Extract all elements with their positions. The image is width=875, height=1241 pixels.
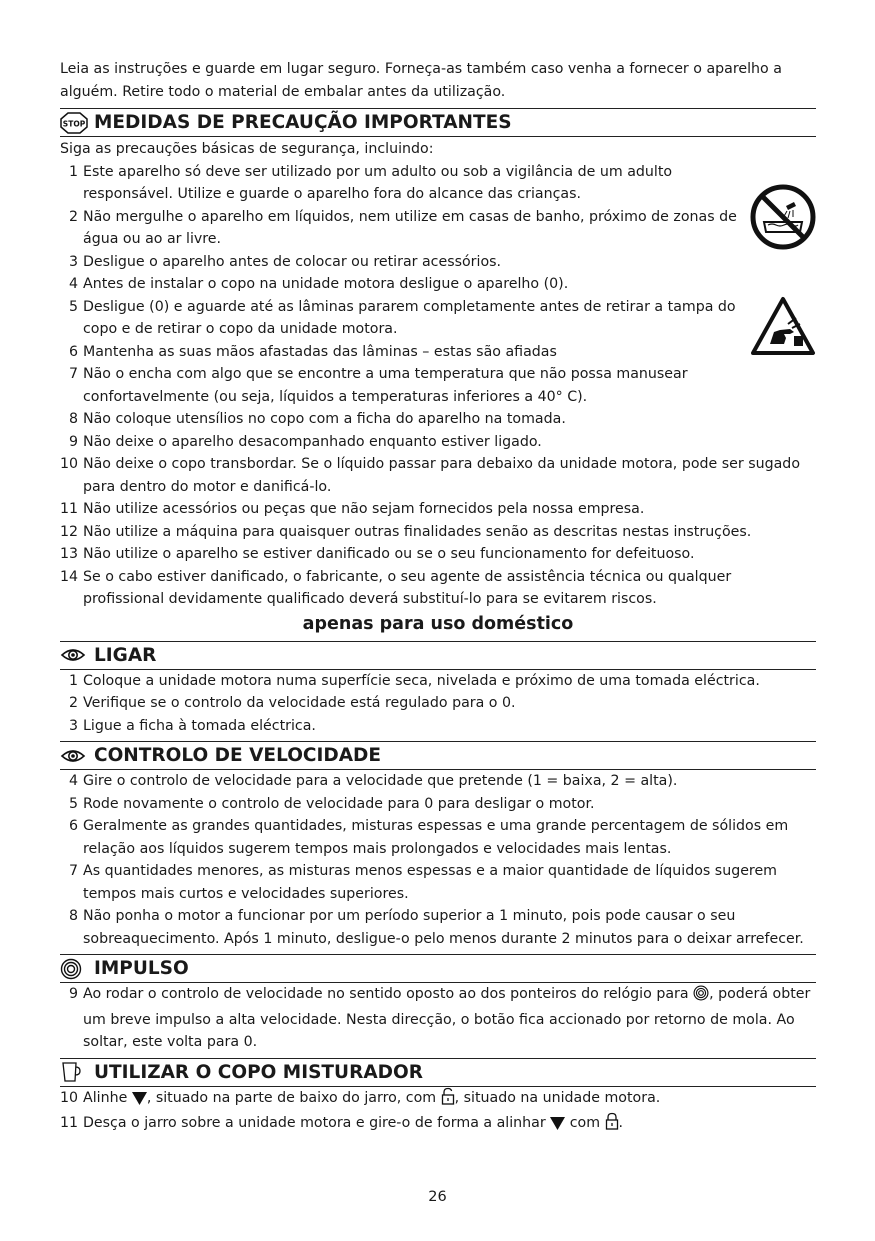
precautions-list — [60, 161, 816, 611]
item-number: 13 — [60, 546, 79, 562]
triangle-down-icon — [132, 1090, 147, 1113]
eye-icon — [60, 643, 90, 667]
item-text: Antes de instalar o copo na unidade motora desligue o aparelho (0). — [83, 276, 569, 292]
list-item — [60, 273, 816, 296]
item-text: Mantenha as suas mãos afastadas das lâminas – estas são afiadas — [83, 343, 557, 360]
item-number: 5 — [68, 795, 78, 812]
item-text: Verifique se o controlo da velocidade está regulado para o 0. — [83, 695, 516, 711]
item-text: Ligue a ficha à tomada eléctrica. — [83, 717, 316, 734]
pulse-text-a: Ao rodar o controlo de velocidade no sentido oposto ao dos ponteiros do relógio para — [83, 986, 694, 1002]
intro-text: Leia as instruções e guarde em lugar seguro. Forneça-as também caso venha a fornecer o aparelho a alguém. Retire todo o material de embalar antes da utilização. — [60, 61, 782, 100]
manual-page — [60, 58, 816, 1138]
item-number: 8 — [68, 411, 78, 427]
item-number: 10 — [60, 456, 79, 472]
item-number: 11 — [60, 501, 79, 517]
list-item — [60, 793, 816, 816]
list-item — [60, 206, 816, 251]
item-number: 7 — [68, 366, 78, 382]
list-item — [60, 431, 816, 454]
jug-list — [60, 1087, 816, 1138]
item-text: As quantidades menores, as misturas menos espessas e a maior quantidade de líquidos sugerem tempos mais curtos e velocidades superiores. — [83, 863, 777, 902]
domestic-use-note: apenas para uso doméstico — [302, 613, 574, 634]
item-number: 8 — [68, 908, 78, 924]
jug-heading — [60, 1058, 816, 1087]
unlock-icon — [441, 1087, 455, 1113]
list-item — [60, 453, 816, 498]
list-item — [60, 498, 816, 521]
jug-text-e: com — [565, 1115, 605, 1131]
item-text — [83, 1112, 816, 1138]
item-text: Gire o controlo de velocidade para a velocidade que pretende (1 = baixa, 2 = alta). — [83, 773, 678, 789]
item-number: 1 — [68, 163, 78, 180]
list-item — [60, 341, 816, 364]
item-text: Se o cabo estiver danificado, o fabricante, o seu agente de assistência técnica ou qualquer profissional devidamente qualificado deverá substituí-lo para se evitarem riscos. — [83, 568, 732, 607]
page-number: 26 — [428, 1189, 447, 1205]
jug-text-a: Alinhe — [83, 1089, 132, 1106]
item-text: Desligue o aparelho antes de colocar ou retirar acessórios. — [83, 253, 502, 270]
item-number: 6 — [68, 343, 78, 360]
item-number: 4 — [68, 773, 78, 789]
speed-title: CONTROLO DE VELOCIDADE — [94, 745, 382, 766]
item-number: 5 — [68, 298, 78, 315]
hand-blade-warning-icon — [750, 296, 816, 360]
item-number: 14 — [60, 568, 79, 585]
pulse-text-b: , poderá obter um breve impulso a alta velocidade. Nesta direcção, o botão fica accionado por retorno de mola. Ao soltar, este volta para 0. — [83, 986, 811, 1050]
item-number: 3 — [68, 717, 78, 734]
item-text: Não utilize a máquina para quaisquer outras finalidades senão as descritas nestas instruções. — [83, 523, 752, 540]
no-water-icon — [750, 184, 816, 254]
list-item — [60, 363, 816, 408]
ligar-title: LIGAR — [94, 644, 157, 666]
jug-title: UTILIZAR O COPO MISTURADOR — [94, 1061, 423, 1083]
item-number: 3 — [68, 253, 78, 270]
list-item — [60, 408, 816, 431]
jug-text-f: . — [618, 1115, 624, 1131]
list-item — [60, 815, 816, 860]
item-text: Não utilize acessórios ou peças que não sejam fornecidos pela nossa empresa. — [83, 501, 645, 517]
item-number: 9 — [68, 986, 78, 1002]
item-number: 1 — [68, 672, 78, 689]
item-text: Geralmente as grandes quantidades, misturas espessas e uma grande percentagem de sólidos em relação aos líquidos sugerem tempos mais prolongados e velocidades mais lentas. — [83, 818, 789, 857]
item-text: Rode novamente o controlo de velocidade para 0 para desligar o motor. — [83, 795, 595, 812]
jug-text-c: , situado na unidade motora. — [454, 1089, 661, 1106]
item-text: Este aparelho só deve ser utilizado por um adulto ou sob a vigilância de um adulto responsável. Utilize e guarde o aparelho fora do alcance das crianças. — [83, 163, 673, 202]
item-text — [83, 983, 816, 1054]
list-item — [60, 692, 816, 715]
item-text: Não utilize o aparelho se estiver danificado ou se o seu funcionamento for defeituoso. — [83, 546, 695, 562]
list-item — [60, 566, 816, 611]
item-number: 2 — [68, 208, 78, 225]
item-number: 10 — [60, 1089, 79, 1106]
item-text: Não deixe o copo transbordar. Se o líquido passar para debaixo da unidade motora, pode ser sugado para dentro do motor e danificá-lo. — [83, 456, 800, 495]
list-item — [60, 905, 816, 950]
stop-icon-label: STOP — [62, 119, 86, 128]
lock-icon — [605, 1112, 619, 1138]
list-item — [60, 770, 816, 793]
item-number: 12 — [60, 523, 79, 540]
pulse-title: IMPULSO — [94, 958, 189, 979]
precautions-lead: Siga as precauções básicas de segurança, incluindo: — [60, 141, 434, 157]
ligar-heading — [60, 641, 816, 670]
list-item — [60, 251, 816, 274]
pulse-icon — [693, 985, 709, 1009]
stop-icon — [60, 111, 90, 135]
eye-icon — [60, 744, 90, 768]
pulse-heading — [60, 954, 816, 983]
ligar-list — [60, 670, 816, 738]
list-item — [60, 161, 816, 206]
precautions-heading — [60, 108, 816, 137]
pulse-list — [60, 983, 816, 1054]
item-number: 4 — [68, 276, 78, 292]
item-text: Não ponha o motor a funcionar por um período superior a 1 minuto, pois pode causar o seu sobreaquecimento. Após 1 minuto, desligue-o pelo menos durante 2 minutos para o deixar arrefecer. — [83, 908, 804, 947]
list-item — [60, 983, 816, 1054]
list-item — [60, 715, 816, 738]
item-number: 9 — [68, 433, 78, 450]
item-text — [83, 1087, 816, 1113]
item-number: 6 — [68, 818, 78, 834]
jug-text-b: , situado na parte de baixo do jarro, com — [146, 1089, 441, 1106]
item-text: Não o encha com algo que se encontre a uma temperatura que não possa manusear confortavelmente (ou seja, líquidos a temperaturas inferiores a 40° C). — [83, 366, 688, 405]
item-number: 7 — [68, 863, 78, 879]
pulse-icon — [60, 957, 90, 981]
list-item — [60, 670, 816, 693]
list-item — [60, 1087, 816, 1113]
list-item — [60, 543, 816, 566]
triangle-down-icon — [550, 1115, 565, 1138]
jug-text-d: Desça o jarro sobre a unidade motora e gire-o de forma a alinhar — [83, 1115, 551, 1131]
speed-list — [60, 770, 816, 950]
item-text: Desligue (0) e aguarde até as lâminas pararem completamente antes de retirar a tampa do copo e de retirar o copo da unidade motora. — [83, 298, 736, 337]
precautions-title: MEDIDAS DE PRECAUÇÃO IMPORTANTES — [94, 112, 512, 133]
item-text: Não mergulhe o aparelho em líquidos, nem utilize em casas de banho, próximo de zonas de água ou ao ar livre. — [83, 208, 737, 247]
list-item — [60, 860, 816, 905]
speed-heading — [60, 741, 816, 770]
item-text: Coloque a unidade motora numa superfície seca, nivelada e próximo de uma tomada eléctrica. — [83, 672, 760, 689]
item-text: Não coloque utensílios no copo com a ficha do aparelho na tomada. — [83, 411, 566, 427]
item-number: 2 — [68, 695, 78, 711]
item-number: 11 — [60, 1115, 79, 1131]
list-item — [60, 296, 816, 341]
list-item — [60, 521, 816, 544]
item-text: Não deixe o aparelho desacompanhado enquanto estiver ligado. — [83, 433, 542, 450]
list-item — [60, 1112, 816, 1138]
jug-icon — [60, 1060, 90, 1084]
